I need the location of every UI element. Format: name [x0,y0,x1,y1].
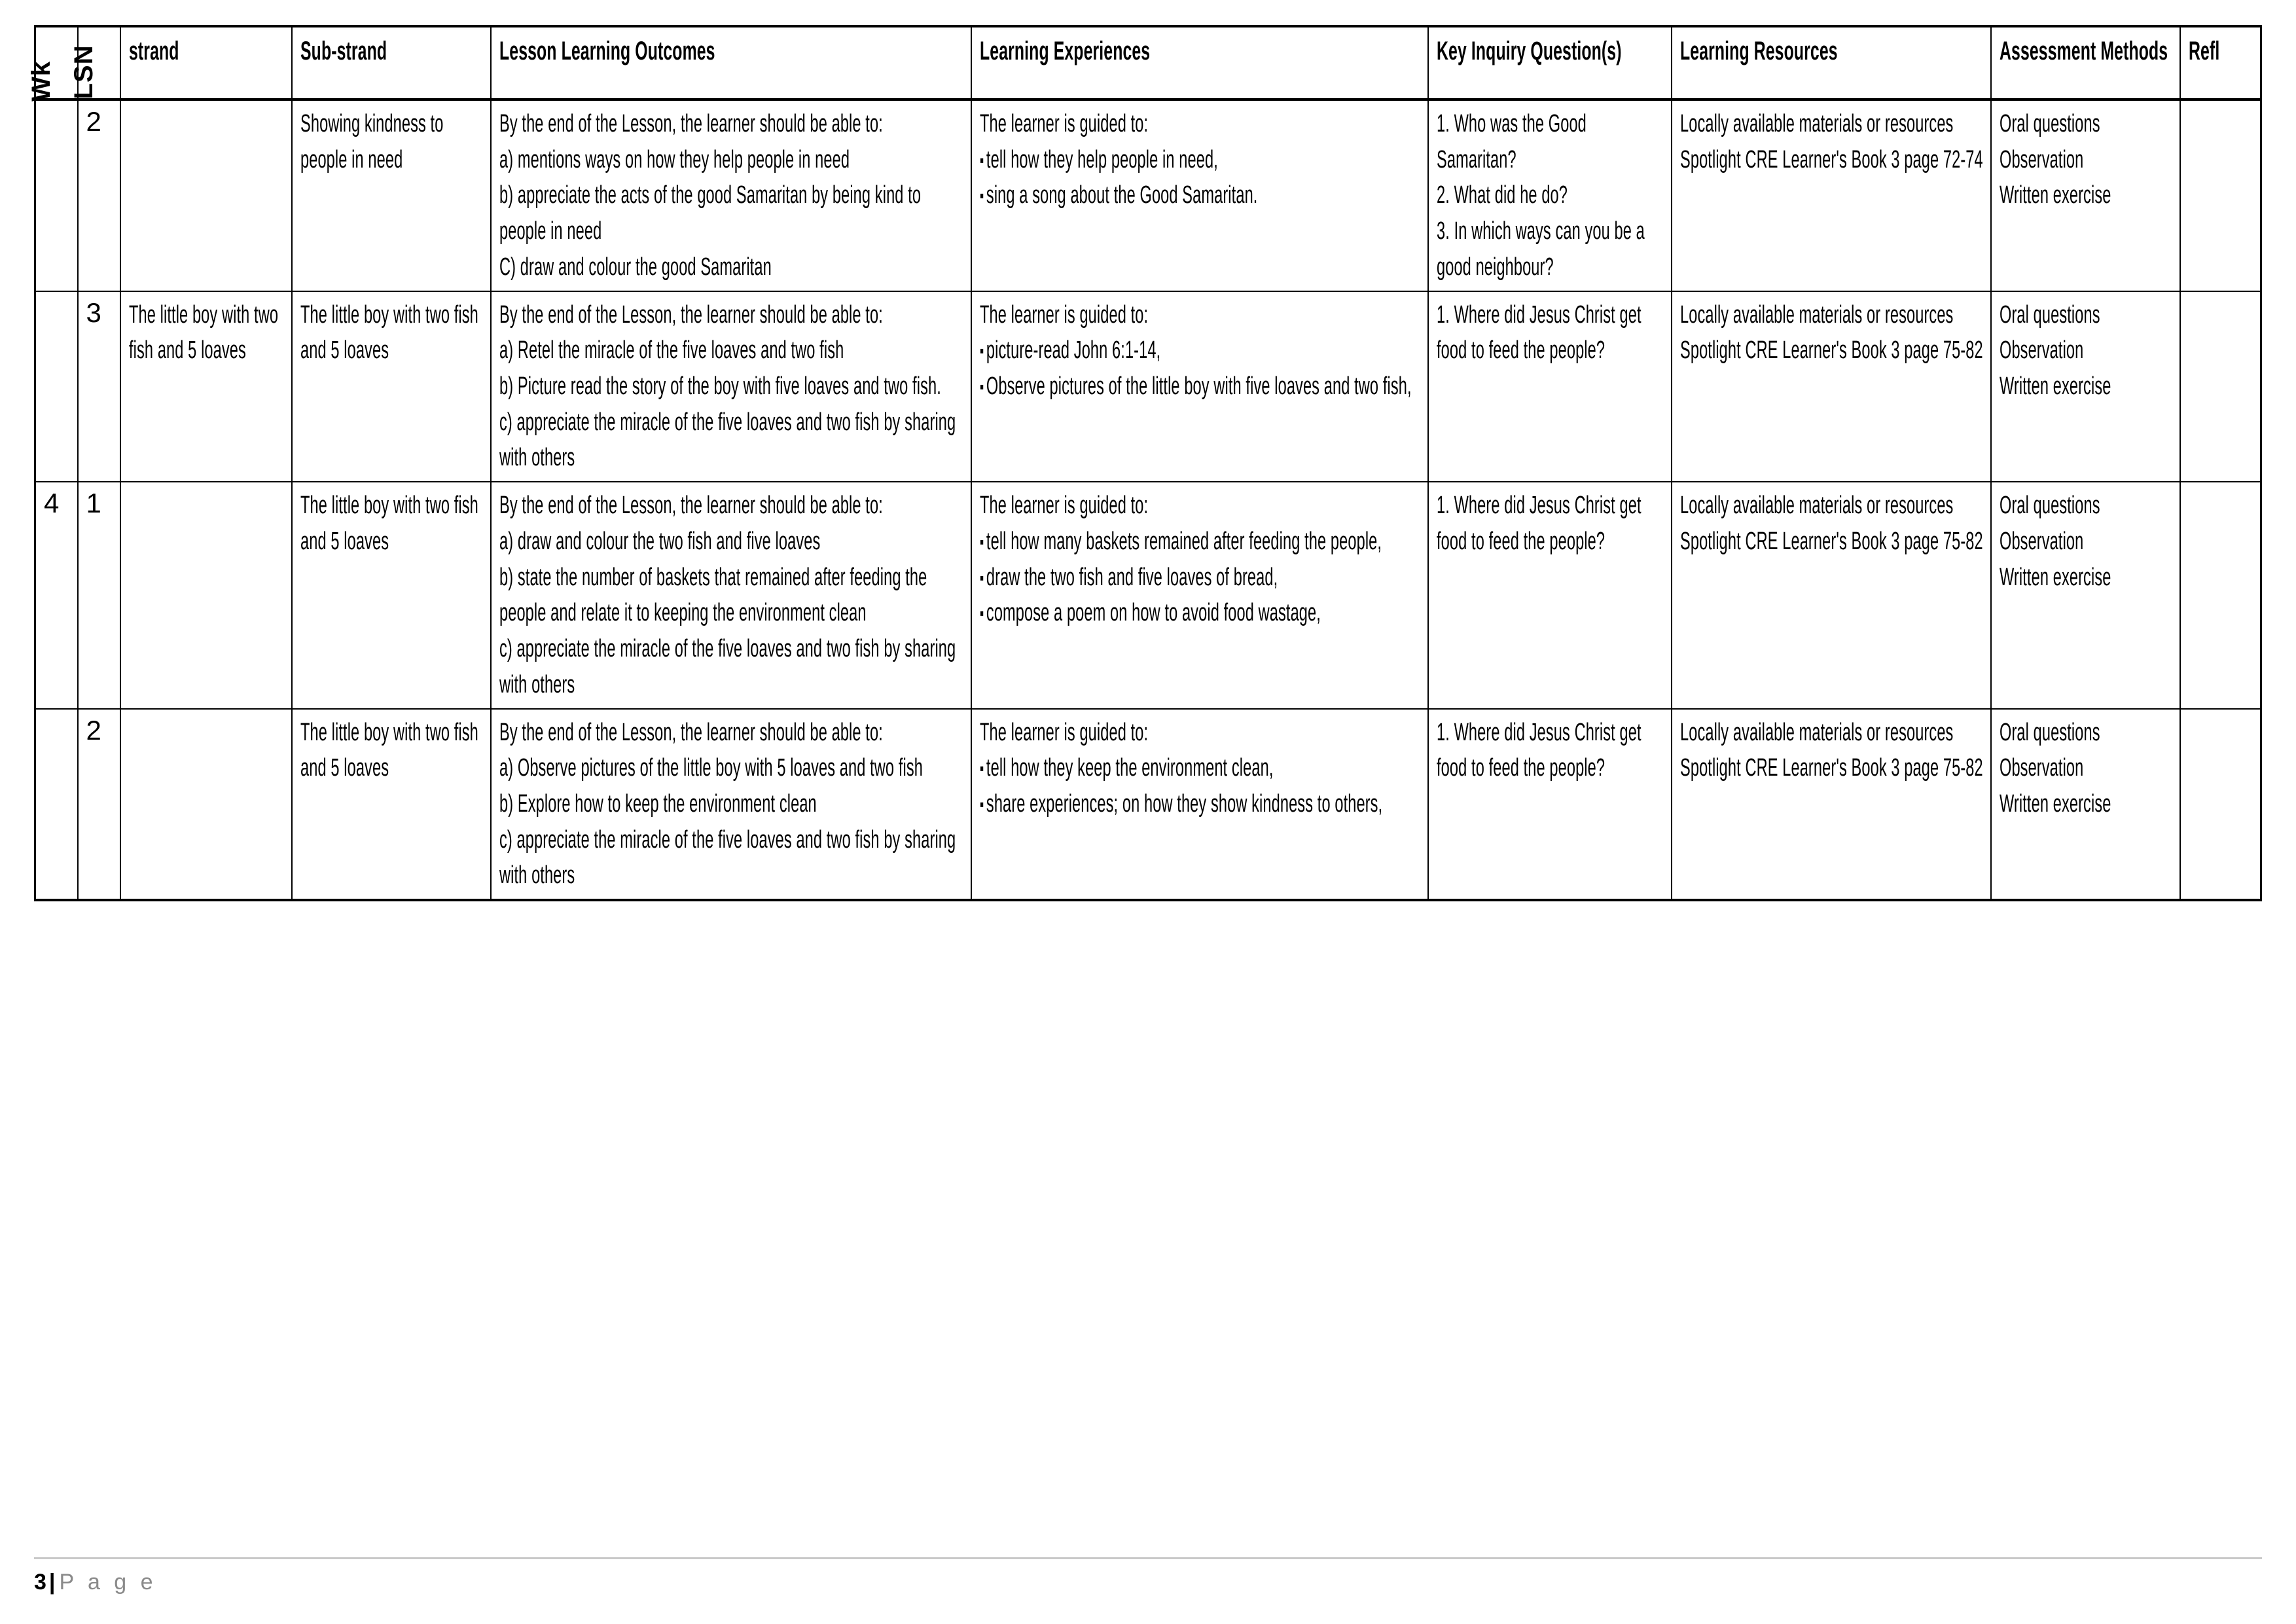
cell-learning-resources [1672,482,1991,708]
assessment-item: Written exercise [2000,789,2111,818]
column-header-le-label: Learning Experiences [980,37,1151,65]
outcome-item: b) appreciate the acts of the good Samaritan by being kind to people in need [499,181,922,245]
outcome-item: b) state the number of baskets that remained after feeding the people and relate it to keeping the environment clean [499,563,927,627]
experience-item: ▪picture-read John 6:1-14, [980,336,1161,365]
resource-item: Spotlight CRE Learner's Book 3 page 75-82 [1680,336,1984,365]
resource-item: Locally available materials or resources [1680,492,1954,520]
bullet-icon: ▪ [980,185,984,206]
footer-separator: | [48,1570,56,1595]
cell-key-inquiry-questions [1428,709,1672,901]
experience-item: ▪tell how they keep the environment clean, [980,754,1274,782]
cell-assessment-methods [1991,709,2179,901]
experience-item: ▪compose a poem on how to avoid food wastage, [980,599,1321,627]
column-header-kiq-label: Key Inquiry Question(s) [1436,37,1622,65]
column-header-assessment-methods [1991,26,2179,99]
experience-item: ▪tell how they help people in need, [980,145,1219,173]
experience-item: ▪share experiences; on how they show kindness to others, [980,789,1383,818]
experience-item: ▪Observe pictures of the little boy with five loaves and two fish, [980,372,1412,401]
column-header-learning-resources [1672,26,1991,99]
cell-assessment-methods [1991,482,2179,708]
cell-learning-experiences: The learner is guided to: ▪tell how they help people in need, ▪sing a song about the Good Samaritan. [971,99,1428,291]
assessment-item: Written exercise [2000,372,2111,401]
cell-lesson-learning-outcomes: By the end of the Lesson, the learner should be able to: a) mentions ways on how they help people in need b) appreciate the acts of the good Samaritan by being kind to people in need C) draw and colour the good Samaritan [491,99,971,291]
cell-strand: The little boy with two fish and 5 loaves [120,291,292,482]
outcome-item: a) draw and colour the two fish and five loaves [499,527,821,555]
cell-reflection [2180,482,2261,708]
cell-key-inquiry-questions [1428,482,1672,708]
table-row [35,709,2261,901]
bullet-icon: ▪ [980,793,984,814]
cell-reflection [2180,291,2261,482]
outcome-item: b) Explore how to keep the environment clean [499,789,817,818]
resource-item: Spotlight CRE Learner's Book 3 page 72-74 [1680,145,1984,173]
assessment-item: Oral questions [2000,718,2100,746]
outcome-item: a) Observe pictures of the little boy with 5 loaves and two fish [499,754,924,782]
bullet-icon: ▪ [980,376,984,397]
bullet-icon: ▪ [980,603,984,624]
page-footer [34,1557,2262,1595]
inquiry-question: 2. What did he do? [1436,181,1568,209]
column-header-refl-label: Refl [2188,37,2220,65]
cell-week [35,99,78,291]
table-row [35,291,2261,482]
column-header-am-label: Assessment Methods [2000,37,2168,65]
outcome-item: C) draw and colour the good Samaritan [499,253,772,281]
bullet-icon: ▪ [980,531,984,552]
experience-item: ▪sing a song about the Good Samaritan. [980,181,1258,209]
cell-assessment-methods [1991,99,2179,291]
resource-item: Spotlight CRE Learner's Book 3 page 75-82 [1680,754,1984,782]
cell-reflection [2180,709,2261,901]
scheme-of-work-table [27,25,2262,901]
column-header-lesson-label: LSN [69,45,99,99]
inquiry-question: 1. Where did Jesus Christ get food to feed the people? [1436,718,1641,782]
column-header-sub-strand-label: Sub-strand [300,37,387,65]
cell-week: 4 [35,482,78,708]
cell-sub-strand: The little boy with two fish and 5 loaves [292,709,491,901]
footer-divider [34,1557,2262,1559]
cell-learning-experiences: The learner is guided to: ▪picture-read John 6:1-14, ▪Observe pictures of the little boy with five loaves and two fish, [971,291,1428,482]
cell-assessment-methods [1991,291,2179,482]
bullet-icon: ▪ [980,758,984,779]
column-header-strand [120,26,292,99]
assessment-item: Observation [2000,754,2084,782]
outcome-item: b) Picture read the story of the boy with five loaves and two fish. [499,372,941,401]
cell-learning-experiences: The learner is guided to: ▪tell how many baskets remained after feeding the people, ▪draw the two fish and five loaves of bread, ▪compose a poem on how to avoid food wastage, [971,482,1428,708]
outcome-item: c) appreciate the miracle of the five loaves and two fish by sharing with others [499,408,956,472]
inquiry-question: 1. Who was the Good Samaritan? [1436,110,1587,173]
cell-sub-strand: Showing kindness to people in need [292,99,491,291]
outcome-item: a) Retel the miracle of the five loaves and two fish [499,336,844,365]
assessment-item: Oral questions [2000,300,2100,329]
cell-week [35,291,78,482]
column-header-sub-strand [292,26,491,99]
column-header-strand-label: strand [128,37,179,65]
assessment-item: Oral questions [2000,110,2100,137]
cell-learning-resources [1672,291,1991,482]
column-header-lesson [69,26,120,99]
footer-page-number: 3 [34,1570,46,1595]
column-header-learning-experiences [971,26,1428,99]
cell-lesson-learning-outcomes: By the end of the Lesson, the learner should be able to: a) draw and colour the two fish and five loaves b) state the number of baskets that remained after feeding the people and relate it to keeping the environment clean c) appreciate the miracle of the five loaves and two fish by sharing with others [491,482,971,708]
experience-item: ▪draw the two fish and five loaves of bread, [980,563,1278,591]
cell-lesson: 2 [78,709,120,901]
outcome-item: c) appreciate the miracle of the five loaves and two fish by sharing with others [499,825,956,890]
assessment-item: Observation [2000,527,2084,555]
cell-reflection [2180,99,2261,291]
cell-strand [120,99,292,291]
column-header-week-label: Wk [27,61,56,101]
column-header-reflection [2180,26,2261,99]
cell-lesson-learning-outcomes: By the end of the Lesson, the learner should be able to: a) Retel the miracle of the five loaves and two fish b) Picture read the story of the boy with five loaves and two fish. c) appreciate the miracle of the five loaves and two fish by sharing with others [491,291,971,482]
bullet-icon: ▪ [980,340,984,361]
outcome-item: c) appreciate the miracle of the five loaves and two fish by sharing with others [499,635,956,698]
cell-lesson: 1 [78,482,120,708]
cell-strand [120,482,292,708]
inquiry-question: 1. Where did Jesus Christ get food to feed the people? [1436,492,1641,555]
footer-page-label: P a g e [59,1570,157,1595]
column-header-llo-label: Lesson Learning Outcomes [499,37,715,65]
table-row [35,482,2261,708]
cell-sub-strand: The little boy with two fish and 5 loaves [292,482,491,708]
inquiry-question: 1. Where did Jesus Christ get food to feed the people? [1436,300,1641,365]
inquiry-question: 3. In which ways can you be a good neighbour? [1436,217,1645,281]
assessment-item: Observation [2000,145,2084,173]
cell-key-inquiry-questions [1428,291,1672,482]
bullet-icon: ▪ [980,567,984,588]
footer-page-indicator [34,1570,2262,1595]
bullet-icon: ▪ [980,149,984,170]
cell-learning-experiences: The learner is guided to: ▪tell how they keep the environment clean, ▪share experiences; on how they show kindness to others, [971,709,1428,901]
cell-lesson-learning-outcomes: By the end of the Lesson, the learner should be able to: a) Observe pictures of the little boy with 5 loaves and two fish b) Explore how to keep the environment clean c) appreciate the miracle of the five loaves and two fish by sharing with others [491,709,971,901]
cell-lesson: 2 [78,99,120,291]
resource-item: Locally available materials or resources [1680,300,1954,329]
resource-item: Locally available materials or resources [1680,718,1954,746]
outcome-item: a) mentions ways on how they help people in need [499,145,850,173]
cell-lesson: 3 [78,291,120,482]
table-row [35,99,2261,291]
cell-learning-resources [1672,99,1991,291]
assessment-item: Written exercise [2000,563,2111,591]
cell-week [35,709,78,901]
assessment-item: Observation [2000,336,2084,365]
column-header-key-inquiry-questions [1428,26,1672,99]
resource-item: Locally available materials or resources [1680,110,1954,137]
column-header-lesson-learning-outcomes [491,26,971,99]
cell-strand [120,709,292,901]
cell-sub-strand: The little boy with two fish and 5 loaves [292,291,491,482]
cell-learning-resources [1672,709,1991,901]
column-header-lr-label: Learning Resources [1680,37,1839,65]
assessment-item: Oral questions [2000,492,2100,520]
resource-item: Spotlight CRE Learner's Book 3 page 75-82 [1680,527,1984,555]
table-header-row [35,26,2261,99]
assessment-item: Written exercise [2000,181,2111,209]
cell-key-inquiry-questions [1428,99,1672,291]
experience-item: ▪tell how many baskets remained after feeding the people, [980,527,1382,555]
